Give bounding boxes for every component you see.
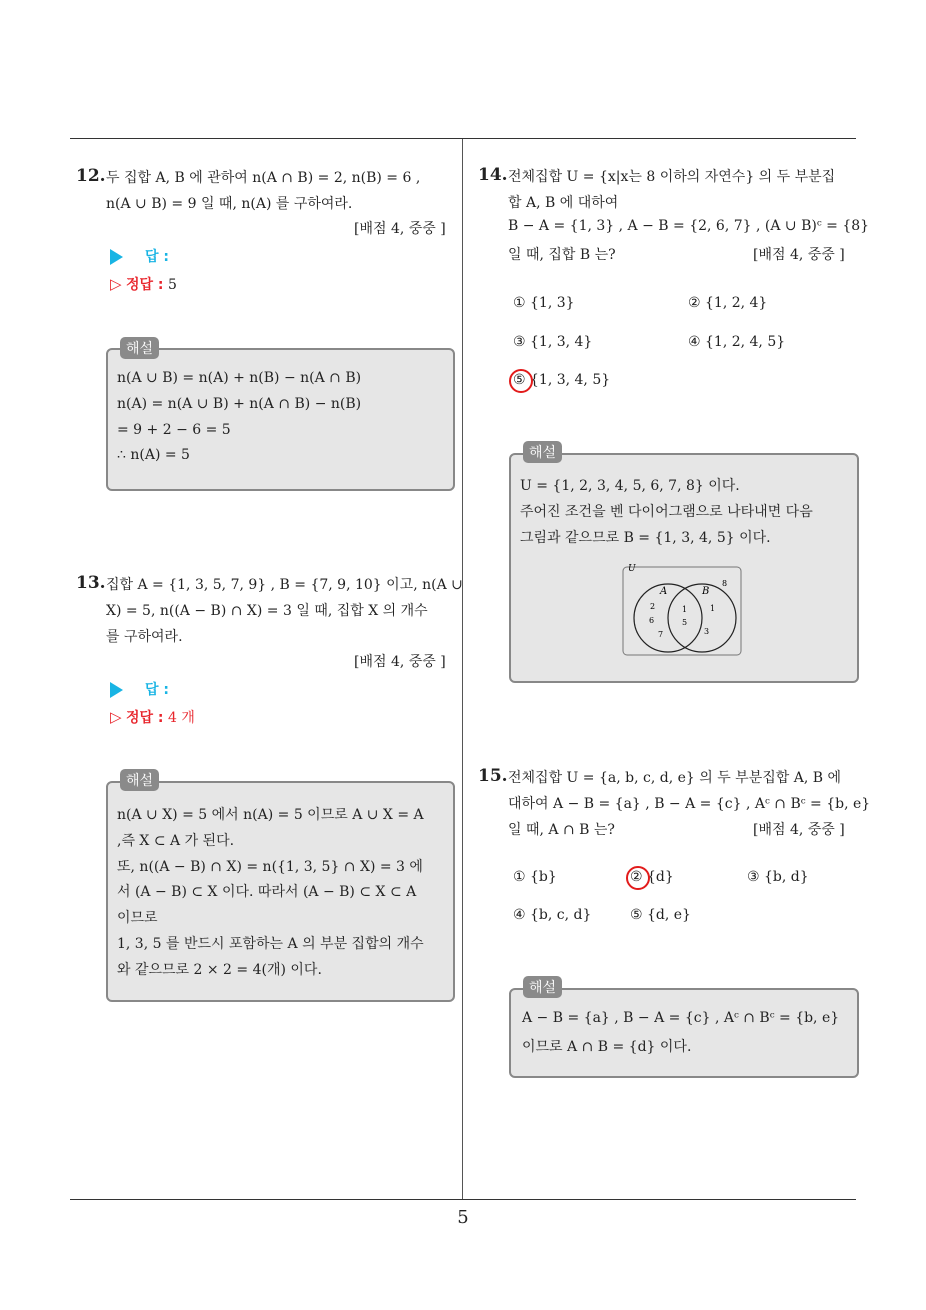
problem-number: 15. bbox=[478, 766, 508, 786]
venn-outside: 8 bbox=[722, 579, 728, 588]
solution-line: 또, n((A − B) ∩ X) = n({1, 3, 5} ∩ X) = 3 에 bbox=[117, 859, 423, 875]
venn-a-only: 6 bbox=[649, 616, 655, 625]
option-5-selected[interactable]: ⑤ {1, 3, 4, 5} bbox=[513, 372, 611, 388]
problem-text: 전체집합 U = {a, b, c, d, e} 의 두 부분집합 A, B 에 bbox=[508, 770, 842, 786]
venn-both: 5 bbox=[682, 618, 688, 627]
option-3[interactable]: ③ {1, 3, 4} bbox=[513, 334, 593, 350]
correct-answer bbox=[110, 274, 177, 294]
solution-line: = 9 + 2 − 6 = 5 bbox=[117, 422, 231, 438]
solution-tag: 해설 bbox=[523, 441, 562, 463]
score-info: [배점 4, 중중 ] bbox=[753, 247, 845, 263]
column-divider bbox=[462, 139, 463, 1199]
venn-a-only: 7 bbox=[658, 630, 664, 639]
score-info: [배점 4, 중중 ] bbox=[753, 822, 845, 838]
solution-line: 그림과 같으므로 B = {1, 3, 4, 5} 이다. bbox=[520, 530, 771, 546]
answer-line bbox=[110, 679, 169, 699]
solution-tag: 해설 bbox=[523, 976, 562, 998]
correct-answer bbox=[110, 707, 195, 727]
venn-a-only: 2 bbox=[650, 602, 656, 611]
triangle-outline-icon: ▷ bbox=[110, 708, 122, 726]
solution-line: n(A ∪ X) = 5 에서 n(A) = 5 이므로 A ∪ X = A bbox=[117, 807, 424, 823]
problem-text: 전체집합 U = {x|x는 8 이하의 자연수} 의 두 부분집 bbox=[508, 169, 836, 185]
answer-label: 답 : bbox=[145, 249, 169, 265]
solution-line: ∴ n(A) = 5 bbox=[117, 447, 190, 463]
problem-text: 일 때, 집합 B 는? bbox=[508, 247, 616, 263]
answer-line bbox=[110, 246, 169, 266]
answer-label: 답 : bbox=[145, 682, 169, 698]
solution-line: n(A) = n(A ∪ B) + n(A ∩ B) − n(B) bbox=[117, 396, 362, 412]
solution-box bbox=[509, 988, 859, 1078]
solution-line: n(A ∪ B) = n(A) + n(B) − n(A ∩ B) bbox=[117, 370, 362, 386]
problem-text: 대하여 A − B = {a} , B − A = {c} , Aᶜ ∩ Bᶜ = {b, e} bbox=[508, 796, 871, 812]
problem-number: 13. bbox=[76, 573, 106, 593]
score-info: [배점 4, 중중 ] bbox=[354, 654, 446, 670]
solution-line: 주어진 조건을 벤 다이어그램으로 나타내면 다음 bbox=[520, 504, 813, 520]
problem-text: 두 집합 A, B 에 관하여 n(A ∩ B) = 2, n(B) = 6 , bbox=[106, 170, 421, 186]
solution-tag: 해설 bbox=[120, 769, 159, 791]
venn-both: 1 bbox=[682, 605, 688, 614]
problem-text: n(A ∪ B) = 9 일 때, n(A) 를 구하여라. bbox=[106, 196, 353, 212]
option-3[interactable]: ③ {b, d} bbox=[747, 869, 809, 885]
option-5[interactable]: ⑤ {d, e} bbox=[630, 907, 691, 923]
problem-number: 12. bbox=[76, 166, 106, 186]
play-icon bbox=[110, 682, 123, 698]
solution-line: 와 같으므로 2 × 2 = 4(개) 이다. bbox=[117, 962, 322, 978]
solution-line: 1, 3, 5 를 반드시 포함하는 A 의 부분 집합의 개수 bbox=[117, 936, 424, 952]
solution-line: ,즉 X ⊂ A 가 된다. bbox=[117, 833, 235, 849]
problem-text: 를 구하여라. bbox=[106, 629, 183, 645]
selected-circle-icon bbox=[509, 369, 533, 393]
option-1[interactable]: ① {b} bbox=[513, 869, 557, 885]
option-4[interactable]: ④ {1, 2, 4, 5} bbox=[688, 334, 786, 350]
option-2[interactable]: ② {1, 2, 4} bbox=[688, 295, 768, 311]
correct-label: 정답 : bbox=[126, 710, 164, 726]
venn-label-a: A bbox=[660, 586, 668, 597]
problem-text: X) = 5, n((A − B) ∩ X) = 3 일 때, 집합 X 의 개수 bbox=[106, 603, 428, 619]
venn-b-only: 3 bbox=[704, 627, 710, 636]
problem-text: 합 A, B 에 대하여 bbox=[508, 195, 619, 211]
solution-line: 서 (A − B) ⊂ X 이다. 따라서 (A − B) ⊂ X ⊂ A bbox=[117, 884, 417, 900]
problem-number: 14. bbox=[478, 165, 508, 185]
correct-value: 5 bbox=[167, 277, 177, 293]
solution-line: A − B = {a} , B − A = {c} , Aᶜ ∩ Bᶜ = {b, e} bbox=[522, 1010, 840, 1026]
solution-line: 이므로 A ∩ B = {d} 이다. bbox=[522, 1039, 692, 1055]
venn-label-b: B bbox=[702, 586, 710, 597]
bottom-rule bbox=[70, 1199, 856, 1200]
option-4[interactable]: ④ {b, c, d} bbox=[513, 907, 592, 923]
top-rule bbox=[70, 138, 856, 139]
solution-line: 이므로 bbox=[117, 910, 158, 926]
problem-text: 일 때, A ∩ B 는? bbox=[508, 822, 615, 838]
selected-circle-icon bbox=[626, 866, 650, 890]
solution-line: U = {1, 2, 3, 4, 5, 6, 7, 8} 이다. bbox=[520, 478, 740, 494]
score-info: [배점 4, 중중 ] bbox=[354, 221, 446, 237]
venn-b-only: 1 bbox=[710, 604, 716, 613]
play-icon bbox=[110, 249, 123, 265]
page-number: 5 bbox=[457, 1207, 469, 1228]
option-1[interactable]: ① {1, 3} bbox=[513, 295, 575, 311]
triangle-outline-icon: ▷ bbox=[110, 275, 122, 293]
correct-value: 4 개 bbox=[167, 710, 195, 726]
venn-label-u: U bbox=[628, 564, 636, 574]
option-2-selected[interactable]: ② {d} bbox=[630, 869, 674, 885]
solution-tag: 해설 bbox=[120, 337, 159, 359]
problem-text: 집합 A = {1, 3, 5, 7, 9} , B = {7, 9, 10} 이고, n(A ∪ bbox=[106, 577, 463, 593]
problem-text: B − A = {1, 3} , A − B = {2, 6, 7} , (A ∪ B)ᶜ = {8} bbox=[508, 218, 870, 234]
venn-diagram bbox=[620, 562, 744, 658]
correct-label: 정답 : bbox=[126, 277, 164, 293]
